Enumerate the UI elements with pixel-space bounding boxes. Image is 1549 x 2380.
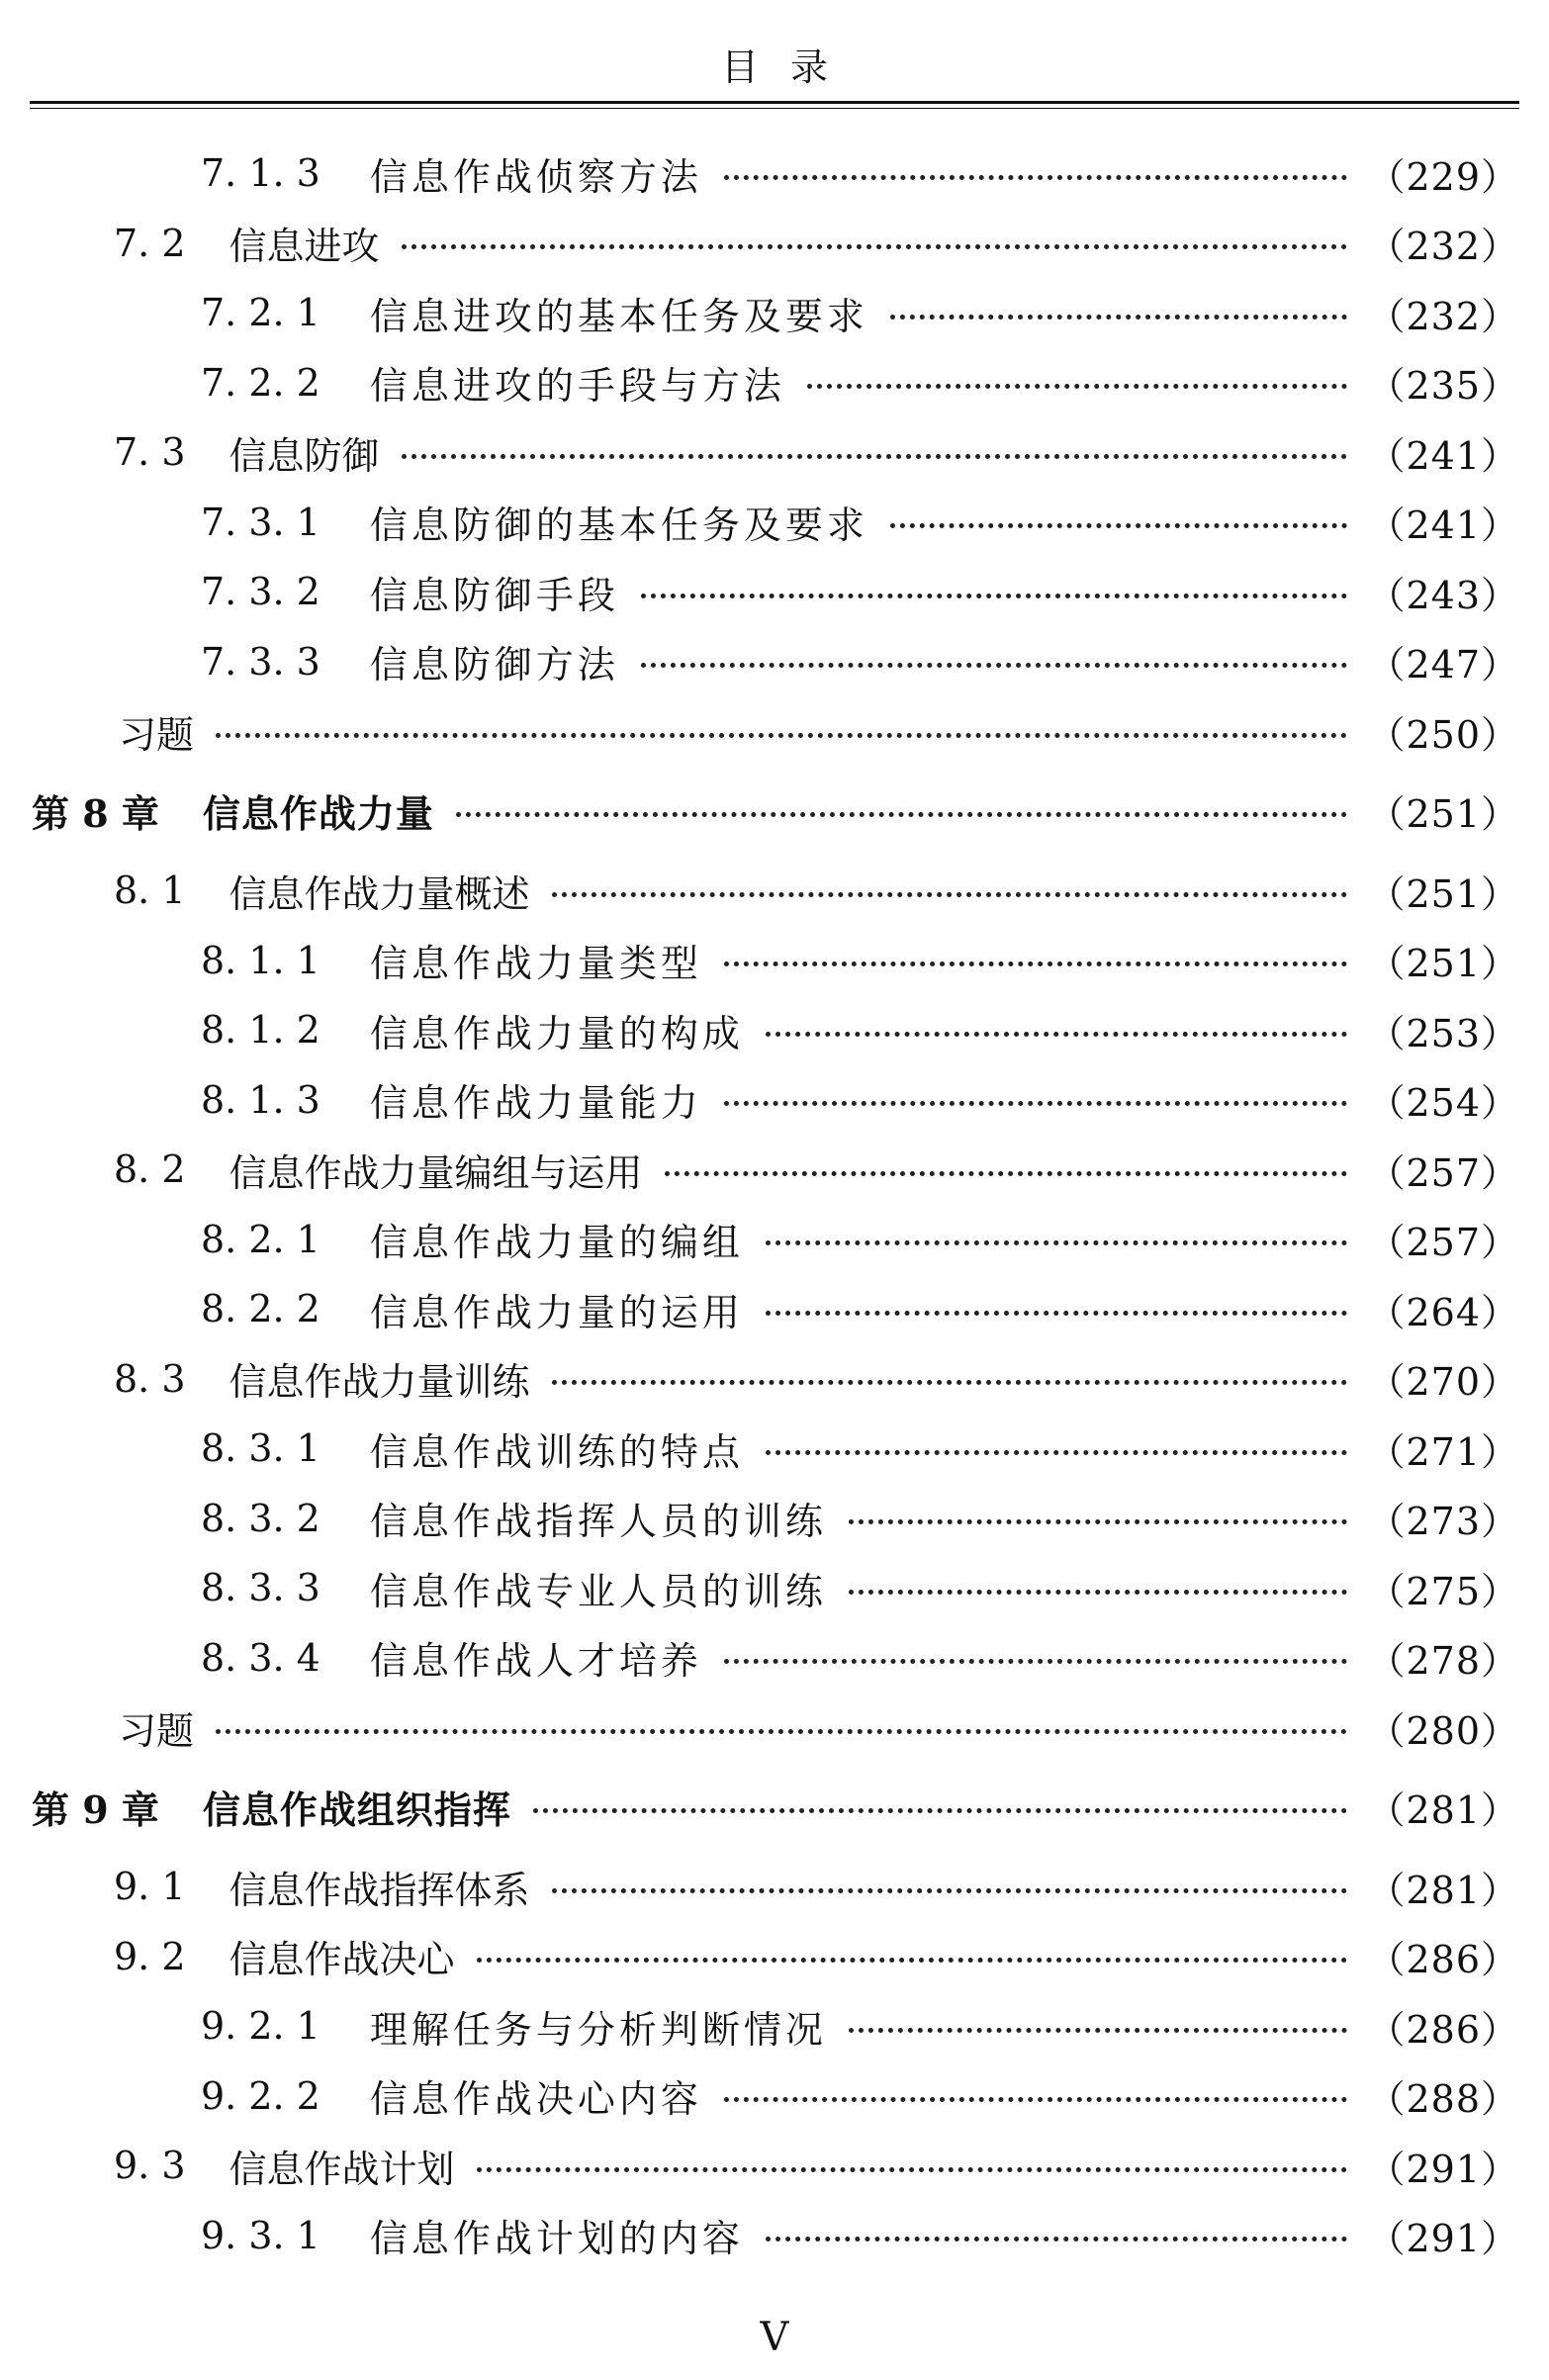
toc-entry-title: 信息防御方法 [369,643,619,687]
header-rule-thick [30,101,1519,104]
toc-entry-title: 信息作战力量能力 [369,1081,702,1125]
toc-entry-title: 信息进攻的基本任务及要求 [369,294,868,338]
toc-entry[interactable] [0,931,1519,990]
toc-entry-title: 信息作战组织指挥 [202,1787,511,1832]
dot-leader [477,2167,1348,2172]
toc-entry-title: 信息作战决心 [228,1938,455,1981]
toc-entry-page: （281） [1367,1868,1519,1912]
dot-leader [890,523,1348,528]
toc-entry-title: 信息作战力量 [202,791,434,836]
toc-entry-title: 信息作战计划 [228,2147,455,2191]
toc-entry-number: 9. 2 [114,1934,186,1978]
toc-entry-number: 9. 2. 2 [201,2073,320,2118]
dot-leader [477,1958,1348,1963]
dot-leader [552,1380,1348,1385]
dot-leader [724,1659,1348,1664]
toc-entry-title: 信息防御 [228,433,380,478]
toc-entry-page: （251） [1367,942,1519,985]
toc-entry-title: 信息作战力量编组与运用 [228,1150,643,1195]
dot-leader [766,2237,1348,2242]
toc-entry-number: 8. 1. 2 [201,1008,320,1052]
toc-entry-number: 7. 3. 2 [201,570,320,613]
toc-entry[interactable] [0,1558,1519,1617]
dot-leader [552,892,1348,897]
toc-entry-number: 8. 2. 1 [201,1217,320,1261]
toc-entry-number: 8. 1. 3 [201,1077,320,1122]
dot-leader [849,1590,1348,1595]
dot-leader [641,663,1348,668]
table-of-contents [0,143,1549,2280]
toc-entry-number: 8. 3. 3 [201,1566,320,1609]
toc-entry[interactable] [0,1000,1519,1059]
toc-entry[interactable] [0,861,1519,920]
toc-entry-title: 信息作战力量的编组 [369,1221,744,1264]
dot-leader [849,1519,1348,1524]
toc-entry-page: （241） [1367,433,1519,478]
toc-entry[interactable] [0,1927,1519,1986]
dot-leader [641,594,1348,598]
toc-entry-title: 信息作战专业人员的训练 [369,1569,827,1613]
toc-entry[interactable] [0,1489,1519,1548]
toc-entry-number: 8. 3. 4 [201,1635,320,1680]
toc-entry[interactable] [0,1210,1519,1269]
toc-entry-title: 习题 [119,712,195,757]
toc-entry-title: 信息作战指挥人员的训练 [369,1500,827,1543]
toc-entry-page: （232） [1367,225,1519,268]
toc-entry-title: 信息作战力量类型 [369,942,702,985]
toc-entry-number: 7. 1. 3 [201,151,320,195]
toc-entry-page: （229） [1367,154,1519,199]
toc-entry-number: 第 8 章 [32,791,159,836]
toc-entry[interactable] [0,283,1519,342]
toc-entry-page: （232） [1367,294,1519,338]
toc-entry[interactable] [0,493,1519,552]
dot-leader [216,733,1347,738]
toc-entry-page: （270） [1367,1360,1519,1404]
toc-entry-number: 8. 1 [114,869,186,912]
dot-leader [216,1729,1347,1734]
toc-entry-title: 信息作战决心内容 [369,2077,702,2121]
dot-leader [533,1808,1348,1813]
toc-entry-title: 习题 [119,1708,195,1753]
toc-entry[interactable] [0,214,1519,273]
toc-entry-page: （247） [1367,643,1519,687]
toc-entry-title: 信息作战力量训练 [228,1360,530,1404]
toc-entry-number: 7. 2. 1 [201,291,320,334]
toc-entry-page: （288） [1367,2077,1519,2121]
dot-leader [766,1240,1348,1245]
dot-leader [724,2097,1348,2102]
toc-entry-title: 信息作战计划的内容 [369,2217,744,2260]
toc-entry-title: 信息作战力量的运用 [369,1290,744,1334]
toc-entry-title: 信息作战训练的特点 [369,1429,744,1474]
toc-entry[interactable] [0,2066,1519,2126]
toc-entry-page: （273） [1367,1500,1519,1543]
toc-entry-page: （286） [1367,1938,1519,1981]
dot-leader [456,812,1348,817]
toc-entry[interactable] [0,143,1519,203]
toc-entry-title: 信息作战侦察方法 [369,154,702,199]
toc-entry-page: （251） [1367,792,1519,836]
toc-entry-number: 7. 2. 2 [201,360,320,405]
page-header-title: 目录 [720,46,860,89]
toc-entry[interactable] [0,632,1519,691]
toc-entry-page: （243） [1367,573,1519,617]
toc-entry-page: （257） [1367,1221,1519,1264]
toc-entry-title: 信息作战力量的构成 [369,1011,744,1055]
toc-entry-number: 7. 2 [114,221,186,265]
toc-entry-number: 8. 3. 1 [201,1426,320,1470]
toc-entry-page: （253） [1367,1011,1519,1055]
dot-leader [724,961,1348,966]
toc-entry-number: 8. 3. 2 [201,1496,320,1540]
toc-entry-page: （291） [1367,2217,1519,2260]
dot-leader [766,1311,1348,1316]
toc-entry-page: （281） [1367,1788,1519,1832]
toc-entry-title: 理解任务与分析判断情况 [369,2007,827,2052]
toc-entry-title: 信息作战人才培养 [369,1639,702,1683]
dot-leader [402,244,1348,249]
toc-entry[interactable] [0,1349,1519,1409]
toc-entry[interactable] [0,353,1519,412]
dot-leader [402,454,1348,459]
toc-entry-page: （291） [1367,2147,1519,2191]
toc-chapter-entry[interactable] [0,1778,1519,1837]
toc-entry[interactable] [0,562,1519,621]
toc-entry-title: 信息进攻的手段与方法 [369,364,785,408]
toc-entry-number: 8. 2. 2 [201,1287,320,1330]
toc-entry-number: 9. 3. 1 [201,2213,320,2257]
toc-entry[interactable] [0,1419,1519,1478]
dot-leader [849,2028,1348,2033]
toc-entry-title: 信息作战力量概述 [228,871,530,916]
toc-entry-page: （254） [1367,1081,1519,1125]
toc-entry-title: 信息进攻 [228,225,380,268]
toc-entry-number: 7. 3. 3 [201,639,320,684]
toc-entry-page: （241） [1367,503,1519,547]
dot-leader [766,1450,1348,1455]
toc-entry[interactable] [0,1697,1519,1757]
toc-entry-number: 8. 2 [114,1147,186,1191]
toc-entry[interactable] [0,1996,1519,2056]
toc-entry[interactable] [0,422,1519,482]
toc-entry[interactable] [0,1279,1519,1338]
toc-entry-number: 7. 3 [114,430,186,474]
dot-leader [665,1171,1348,1176]
toc-entry-page: （278） [1367,1639,1519,1683]
toc-entry[interactable] [0,1070,1519,1130]
dot-leader [766,1032,1348,1037]
toc-entry-title: 信息作战指挥体系 [228,1868,530,1912]
dot-leader [890,315,1348,320]
dot-leader [724,175,1348,180]
page-number: V [760,2315,789,2360]
dot-leader [724,1101,1348,1106]
toc-entry-number: 8. 3 [114,1356,186,1401]
toc-entry[interactable] [0,1140,1519,1199]
toc-entry-page: （250） [1367,712,1519,757]
toc-entry-page: （286） [1367,2007,1519,2052]
toc-entry-page: （257） [1367,1150,1519,1195]
toc-entry[interactable] [0,701,1519,761]
toc-entry-number: 9. 1 [114,1865,186,1908]
toc-entry-page: （280） [1367,1708,1519,1753]
toc-entry-number: 第 9 章 [32,1787,159,1832]
toc-entry[interactable] [0,2136,1519,2195]
toc-entry-title: 信息防御的基本任务及要求 [369,503,868,547]
toc-entry-number: 7. 3. 1 [201,500,320,544]
toc-entry[interactable] [0,1628,1519,1688]
toc-entry-page: （271） [1367,1429,1519,1474]
toc-entry-number: 9. 3 [114,2144,186,2187]
toc-entry-page: （275） [1367,1569,1519,1613]
toc-entry-page: （264） [1367,1290,1519,1334]
toc-entry-number: 8. 1. 1 [201,938,320,982]
toc-entry-page: （251） [1367,871,1519,916]
dot-leader [552,1888,1348,1893]
header-rule-thin [30,108,1519,109]
toc-entry-page: （235） [1367,364,1519,408]
toc-chapter-entry[interactable] [0,781,1519,841]
dot-leader [807,384,1348,389]
toc-entry-number: 9. 2. 1 [201,2004,320,2048]
toc-entry[interactable] [0,2206,1519,2265]
toc-entry[interactable] [0,1857,1519,1916]
toc-entry-title: 信息防御手段 [369,573,619,617]
